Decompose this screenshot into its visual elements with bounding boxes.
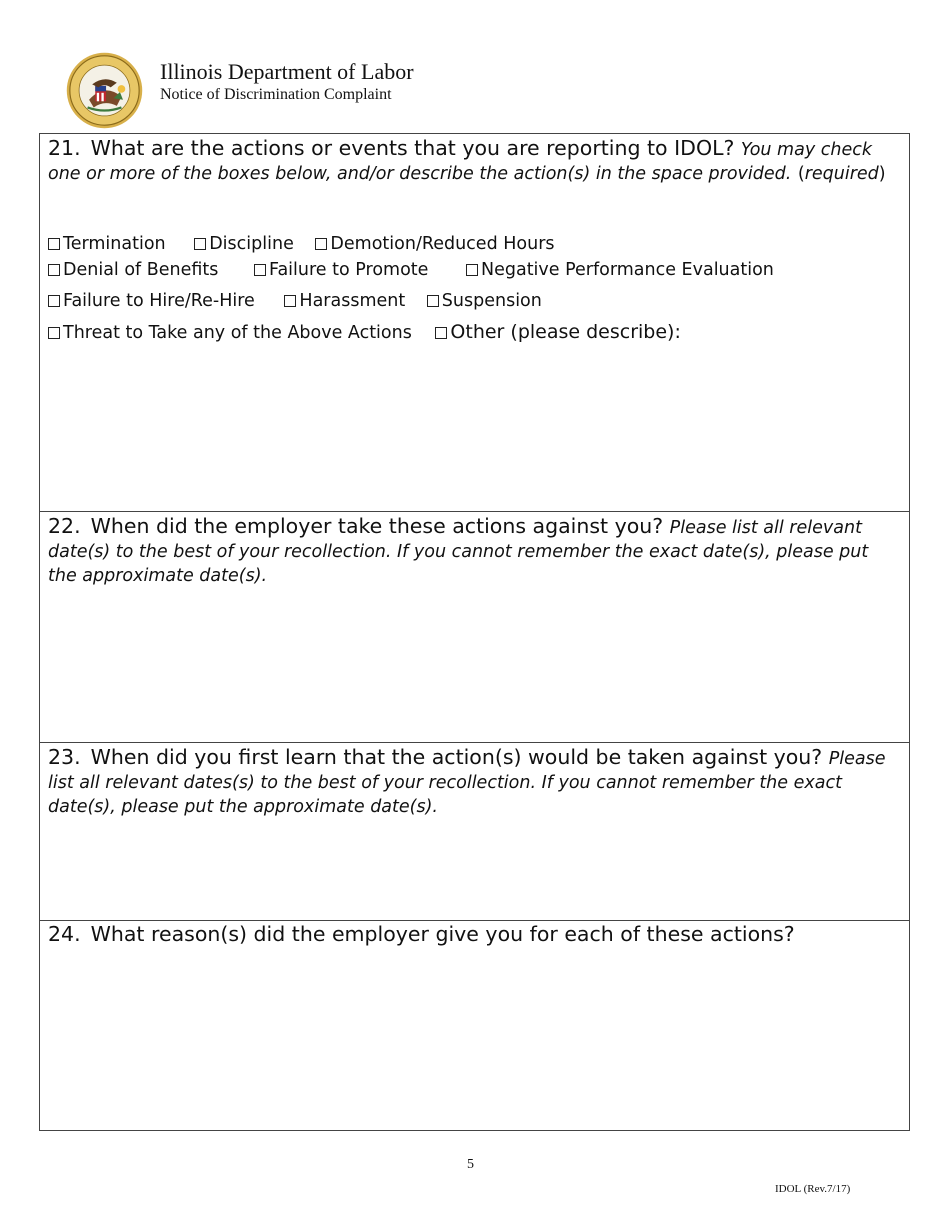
checkbox-box[interactable] xyxy=(435,327,447,339)
checkbox-threat[interactable]: Threat to Take any of the Above Actions xyxy=(48,323,412,343)
checkbox-suspension[interactable]: Suspension xyxy=(427,291,542,311)
required-label: required xyxy=(804,164,879,184)
checkbox-termination[interactable]: Termination xyxy=(48,234,166,254)
question-23-section xyxy=(40,743,909,921)
question-text: When did you first learn that the action(s) would be taken against you? xyxy=(90,745,823,769)
agency-name: Illinois Department of Labor xyxy=(160,59,414,84)
form-title: Notice of Discrimination Complaint xyxy=(160,86,392,103)
question-instruction: Please list all relevant date(s) to the best of your recollection. If you cannot remember the exact date(s), please put the approximate date(s). xyxy=(48,518,869,586)
checkbox-failure-to-promote[interactable]: Failure to Promote xyxy=(254,260,428,280)
question-text: What are the actions or events that you are reporting to IDOL? xyxy=(90,136,735,160)
question-text: What reason(s) did the employer give you for each of these actions? xyxy=(90,922,795,946)
checkbox-box[interactable] xyxy=(48,327,60,339)
checkbox-row xyxy=(48,291,542,311)
checkbox-box[interactable] xyxy=(254,264,266,276)
checkbox-discipline[interactable]: Discipline xyxy=(194,234,294,254)
revision-label: IDOL (Rev.7/17) xyxy=(775,1183,851,1195)
checkbox-failure-to-hire[interactable]: Failure to Hire/Re-Hire xyxy=(48,291,255,311)
checkbox-box[interactable] xyxy=(284,295,296,307)
question-24 xyxy=(48,921,901,946)
page-number: 5 xyxy=(467,1157,474,1172)
checkbox-box[interactable] xyxy=(427,295,439,307)
question-number: 24. xyxy=(48,922,81,946)
question-number: 21. xyxy=(48,136,81,160)
checkbox-other[interactable]: Other (please describe): xyxy=(435,321,680,343)
checkbox-harassment[interactable]: Harassment xyxy=(284,291,405,311)
checkbox-box[interactable] xyxy=(466,264,478,276)
checkbox-box[interactable] xyxy=(48,295,60,307)
question-instruction: You may check one or more of the boxes below, and/or describe the action(s) in the space provided. xyxy=(48,140,872,184)
question-21: 21. What are the actions or events that you are reporting to IDOL? You may check one or more of the boxes below, and/or describe the action(s) in the space provided. (required) xyxy=(48,136,886,184)
state-seal-logo xyxy=(66,52,143,129)
question-text: When did the employer take these actions against you? xyxy=(90,514,664,538)
checkbox-box[interactable] xyxy=(48,264,60,276)
checkbox-row xyxy=(48,234,555,254)
question-21-section xyxy=(40,134,909,512)
question-22 xyxy=(48,512,901,587)
complaint-form-table xyxy=(39,133,910,1131)
question-23 xyxy=(48,743,901,818)
checkbox-box[interactable] xyxy=(48,238,60,250)
checkbox-box[interactable] xyxy=(315,238,327,250)
checkbox-demotion[interactable]: Demotion/Reduced Hours xyxy=(315,234,554,254)
question-instruction: Please list all relevant dates(s) to the best of your recollection. If you cannot remember the exact date(s), please put the approximate date(s). xyxy=(48,749,886,817)
question-number: 22. xyxy=(48,514,81,538)
checkbox-box[interactable] xyxy=(194,238,206,250)
checkbox-negative-evaluation[interactable]: Negative Performance Evaluation xyxy=(466,260,774,280)
question-22-section xyxy=(40,512,909,743)
checkbox-denial-of-benefits[interactable]: Denial of Benefits xyxy=(48,260,218,280)
checkbox-row xyxy=(48,260,774,280)
question-24-section xyxy=(40,921,909,1130)
question-number: 23. xyxy=(48,745,81,769)
checkbox-row xyxy=(48,321,681,343)
